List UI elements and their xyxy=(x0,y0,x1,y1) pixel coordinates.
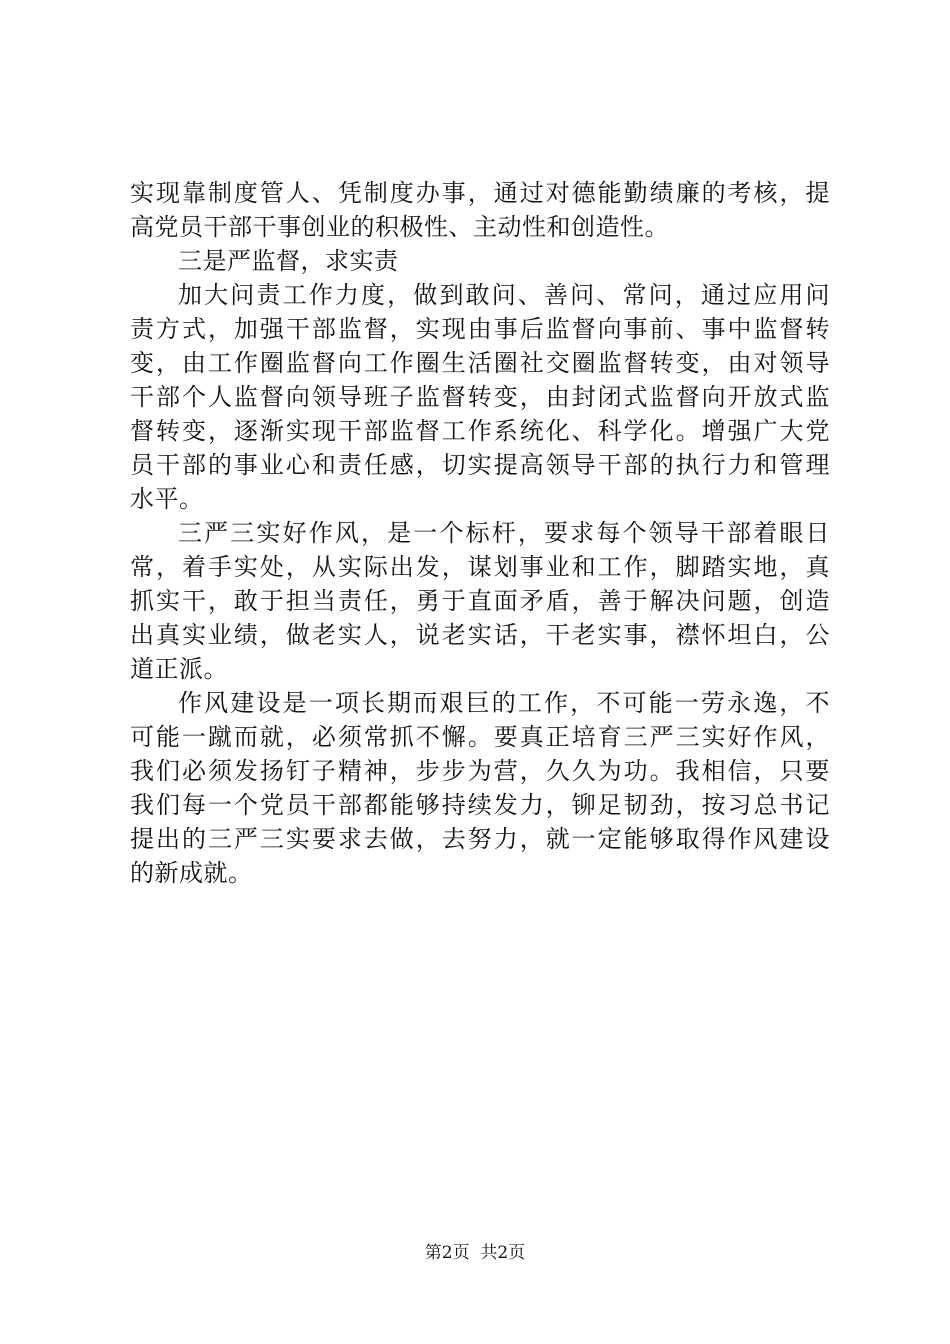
text-line: 三严三实好作风，是一个标杆，要求每个领导干部着眼日 xyxy=(178,519,830,547)
page-footer xyxy=(0,1241,950,1265)
text-line: 干部个人监督向领导班子监督转变，由封闭式监督向开放式监 xyxy=(130,383,830,411)
text-line: 出真实业绩，做老实人，说老实话，干老实事，襟怀坦白，公 xyxy=(130,621,830,649)
text-line: 常，着手实处，从实际出发，谋划事业和工作，脚踏实地，真 xyxy=(130,553,830,581)
text-line: 督转变，逐渐实现干部监督工作系统化、科学化。增强广大党 xyxy=(130,417,830,445)
text-line: 我们必须发扬钉子精神，步步为营，久久为功。我相信，只要 xyxy=(130,757,830,785)
text-line: 实现靠制度管人、凭制度办事，通过对德能勤绩廉的考核，提 xyxy=(130,179,830,207)
text-line: 作风建设是一项长期而艰巨的工作，不可能一劳永逸，不 xyxy=(178,689,830,717)
text-line: 加大问责工作力度，做到敢问、善问、常问，通过应用问 xyxy=(178,281,830,309)
text-line: 可能一蹴而就，必须常抓不懈。要真正培育三严三实好作风， xyxy=(130,723,830,751)
text-line: 高党员干部干事创业的积极性、主动性和创造性。 xyxy=(130,213,669,241)
text-line: 变，由工作圈监督向工作圈生活圈社交圈监督转变，由对领导 xyxy=(130,349,830,377)
text-line: 责方式，加强干部监督，实现由事后监督向事前、事中监督转 xyxy=(130,315,830,343)
section-heading: 三是严监督，求实责 xyxy=(178,247,399,275)
text-line: 我们每一个党员干部都能够持续发力，铆足韧劲，按习总书记 xyxy=(130,791,830,819)
text-line: 的新成就。 xyxy=(130,859,253,887)
text-line: 水平。 xyxy=(130,485,204,513)
text-line: 道正派。 xyxy=(130,655,228,683)
page-number-label: 第2页 共2页 xyxy=(424,1243,526,1263)
text-line: 提出的三严三实要求去做，去努力，就一定能够取得作风建设 xyxy=(130,825,830,853)
text-line: 抓实干，敢于担当责任，勇于直面矛盾，善于解决问题，创造 xyxy=(130,587,830,615)
text-line: 员干部的事业心和责任感，切实提高领导干部的执行力和管理 xyxy=(130,451,830,479)
